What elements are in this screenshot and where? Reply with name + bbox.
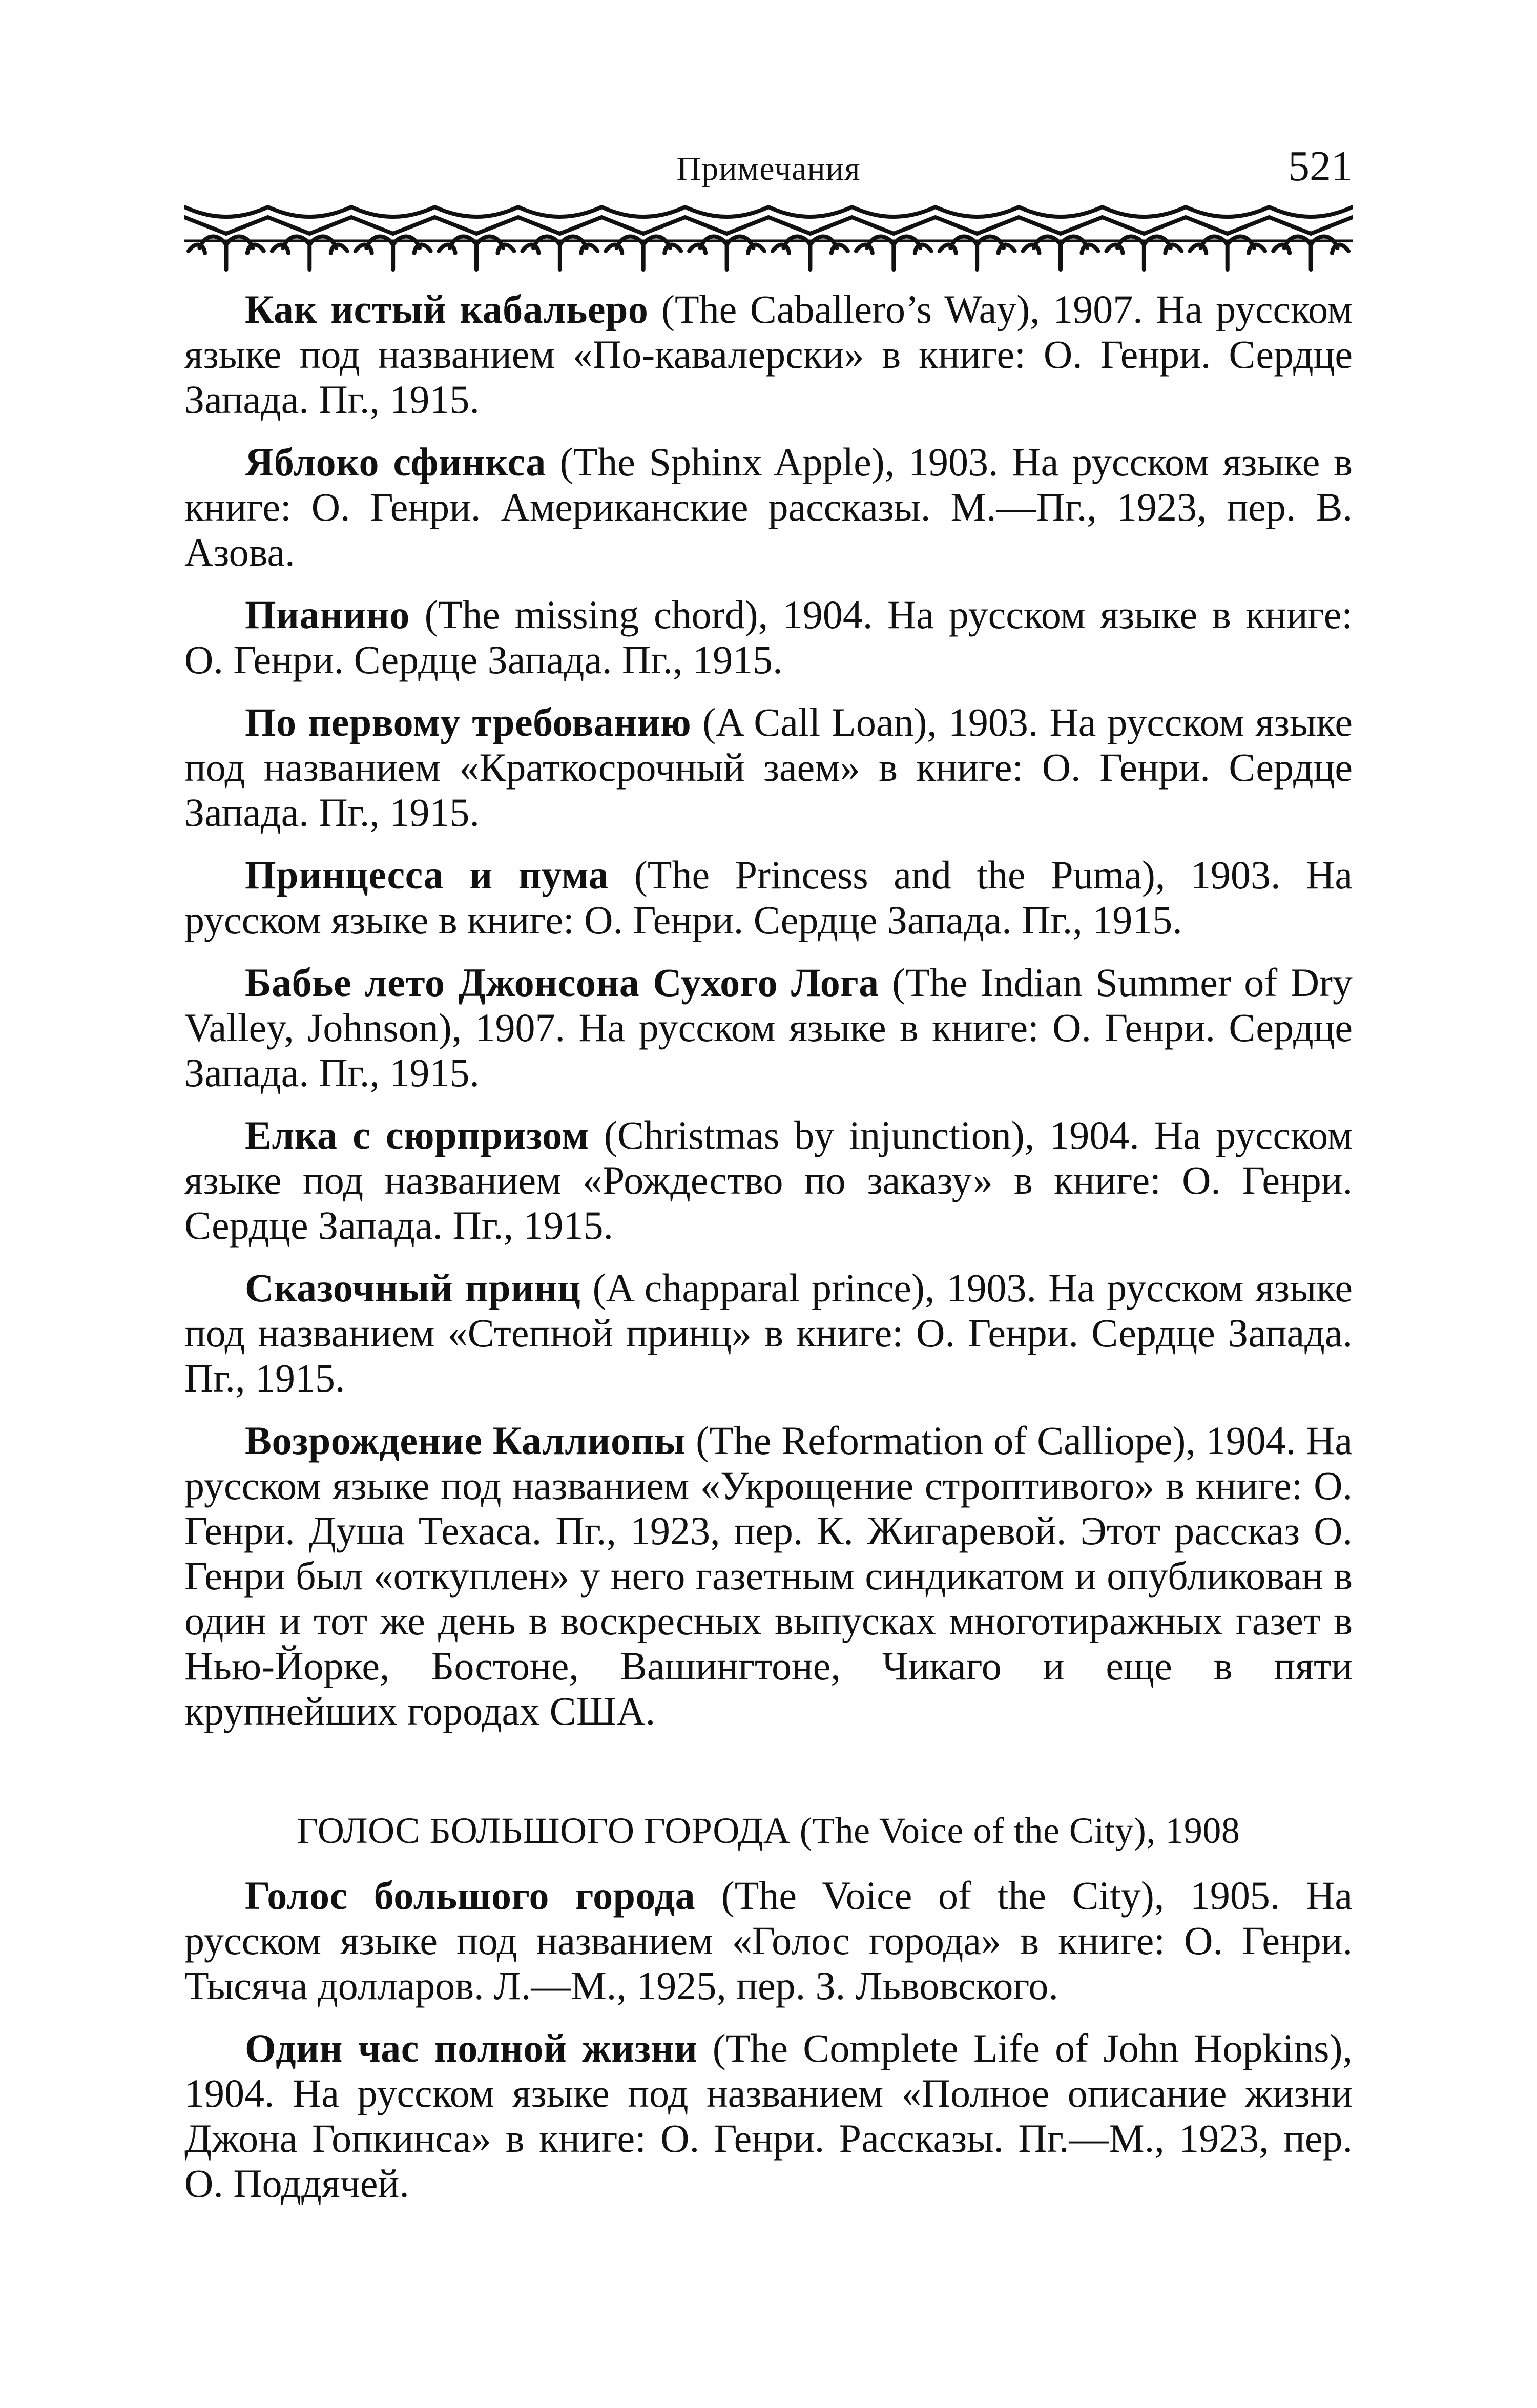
notes-content [184,287,1353,2224]
section-heading: ГОЛОС БОЛЬШОГО ГОРОДА (The Voice of the City), 1908 [297,1810,1240,1851]
story-title: Яблоко сфинкса [245,440,546,484]
note-entry [184,287,1353,422]
ornamental-border [184,204,1353,273]
story-title: Принцесса и пума [245,853,609,897]
story-title: Как истый кабальеро [245,287,649,331]
note-text: (A chapparal prince), 1903. На русском языке под названием «Степной принц» в книге: О. Генри. Сердце Запада. Пг., 1915. [184,1265,1353,1400]
page-number: 521 [1288,142,1353,190]
story-title: Бабье лето Джонсона Сухого Лога [245,960,879,1005]
note-entry [184,960,1353,1095]
note-text: (Christmas by injunction), 1904. На русском языке под названием «Рождество по заказу» в книге: О. Генри. Сердце Запада. Пг., 1915. [184,1113,1353,1248]
note-entry [184,1113,1353,1248]
note-text: (The Sphinx Apple), 1903. На русском языке в книге: О. Генри. Американские рассказы. М.—Пг., 1923, пер. В. Азова. [184,440,1353,574]
note-text: (The Reformation of Calliope), 1904. На русском языке под названием «Укрощение строптивого» в книге: О. Генри. Душа Техаса. Пг., 1923, пер. К. Жигаревой. Этот рассказ О. Генри был «откуплен» у него газетным синдикатом и опубликован в один и тот же день в воскресных выпусках многотиражных газет в Нью-Йорке, Бостоне, Вашингтоне, Чикаго и еще в пяти крупнейших городах США. [184,1418,1353,1733]
story-title: По первому требованию [245,700,692,744]
story-title: Сказочный принц [245,1265,581,1310]
story-title: Возрождение Каллиопы [245,1418,686,1463]
note-text: (The missing chord), 1904. На русском языке в книге: О. Генри. Сердце Запада. Пг., 1915. [184,592,1353,682]
note-text: (The Complete Life of John Hopkins), 1904. На русском языке под названием «Полное описание жизни Джона Гопкинса» в книге: О. Генри. Рассказы. Пг.—М., 1923, пер. О. Поддячей. [184,2026,1353,2206]
note-entry [184,2026,1353,2206]
note-text: (The Caballero’s Way), 1907. На русском языке под названием «По-кавалерски» в книге: О. Генри. Сердце Запада. Пг., 1915. [184,287,1353,422]
note-entry [184,592,1353,682]
story-title: Елка с сюрпризом [245,1113,589,1157]
note-entry [184,1265,1353,1401]
note-text: (The Indian Summer of Dry Valley, Johnson), 1907. На русском языке в книге: О. Генри. Сердце Запада. Пг., 1915. [184,960,1353,1095]
note-entry [184,1873,1353,2008]
note-text: (The Voice of the City), 1905. На русском языке под названием «Голос города» в книге: О. Генри. Тысяча долларов. Л.—М., 1925, пер. З. Львовского. [184,1873,1353,2008]
note-entry [184,700,1353,835]
story-title: Голос большого города [245,1873,696,1918]
note-text: (The Princess and the Puma), 1903. На русском языке в книге: О. Генри. Сердце Запада. Пг., 1915. [184,853,1353,942]
page-header [184,143,1353,210]
running-title: Примечания [676,150,861,188]
note-entry [184,440,1353,575]
story-title: Один час полной жизни [245,2026,698,2070]
note-entry [184,853,1353,943]
note-text: (A Call Loan), 1903. На русском языке под названием «Краткосрочный заем» в книге: О. Генри. Сердце Запада. Пг., 1915. [184,700,1353,835]
note-entry [184,1418,1353,1734]
story-title: Пианино [245,592,410,637]
